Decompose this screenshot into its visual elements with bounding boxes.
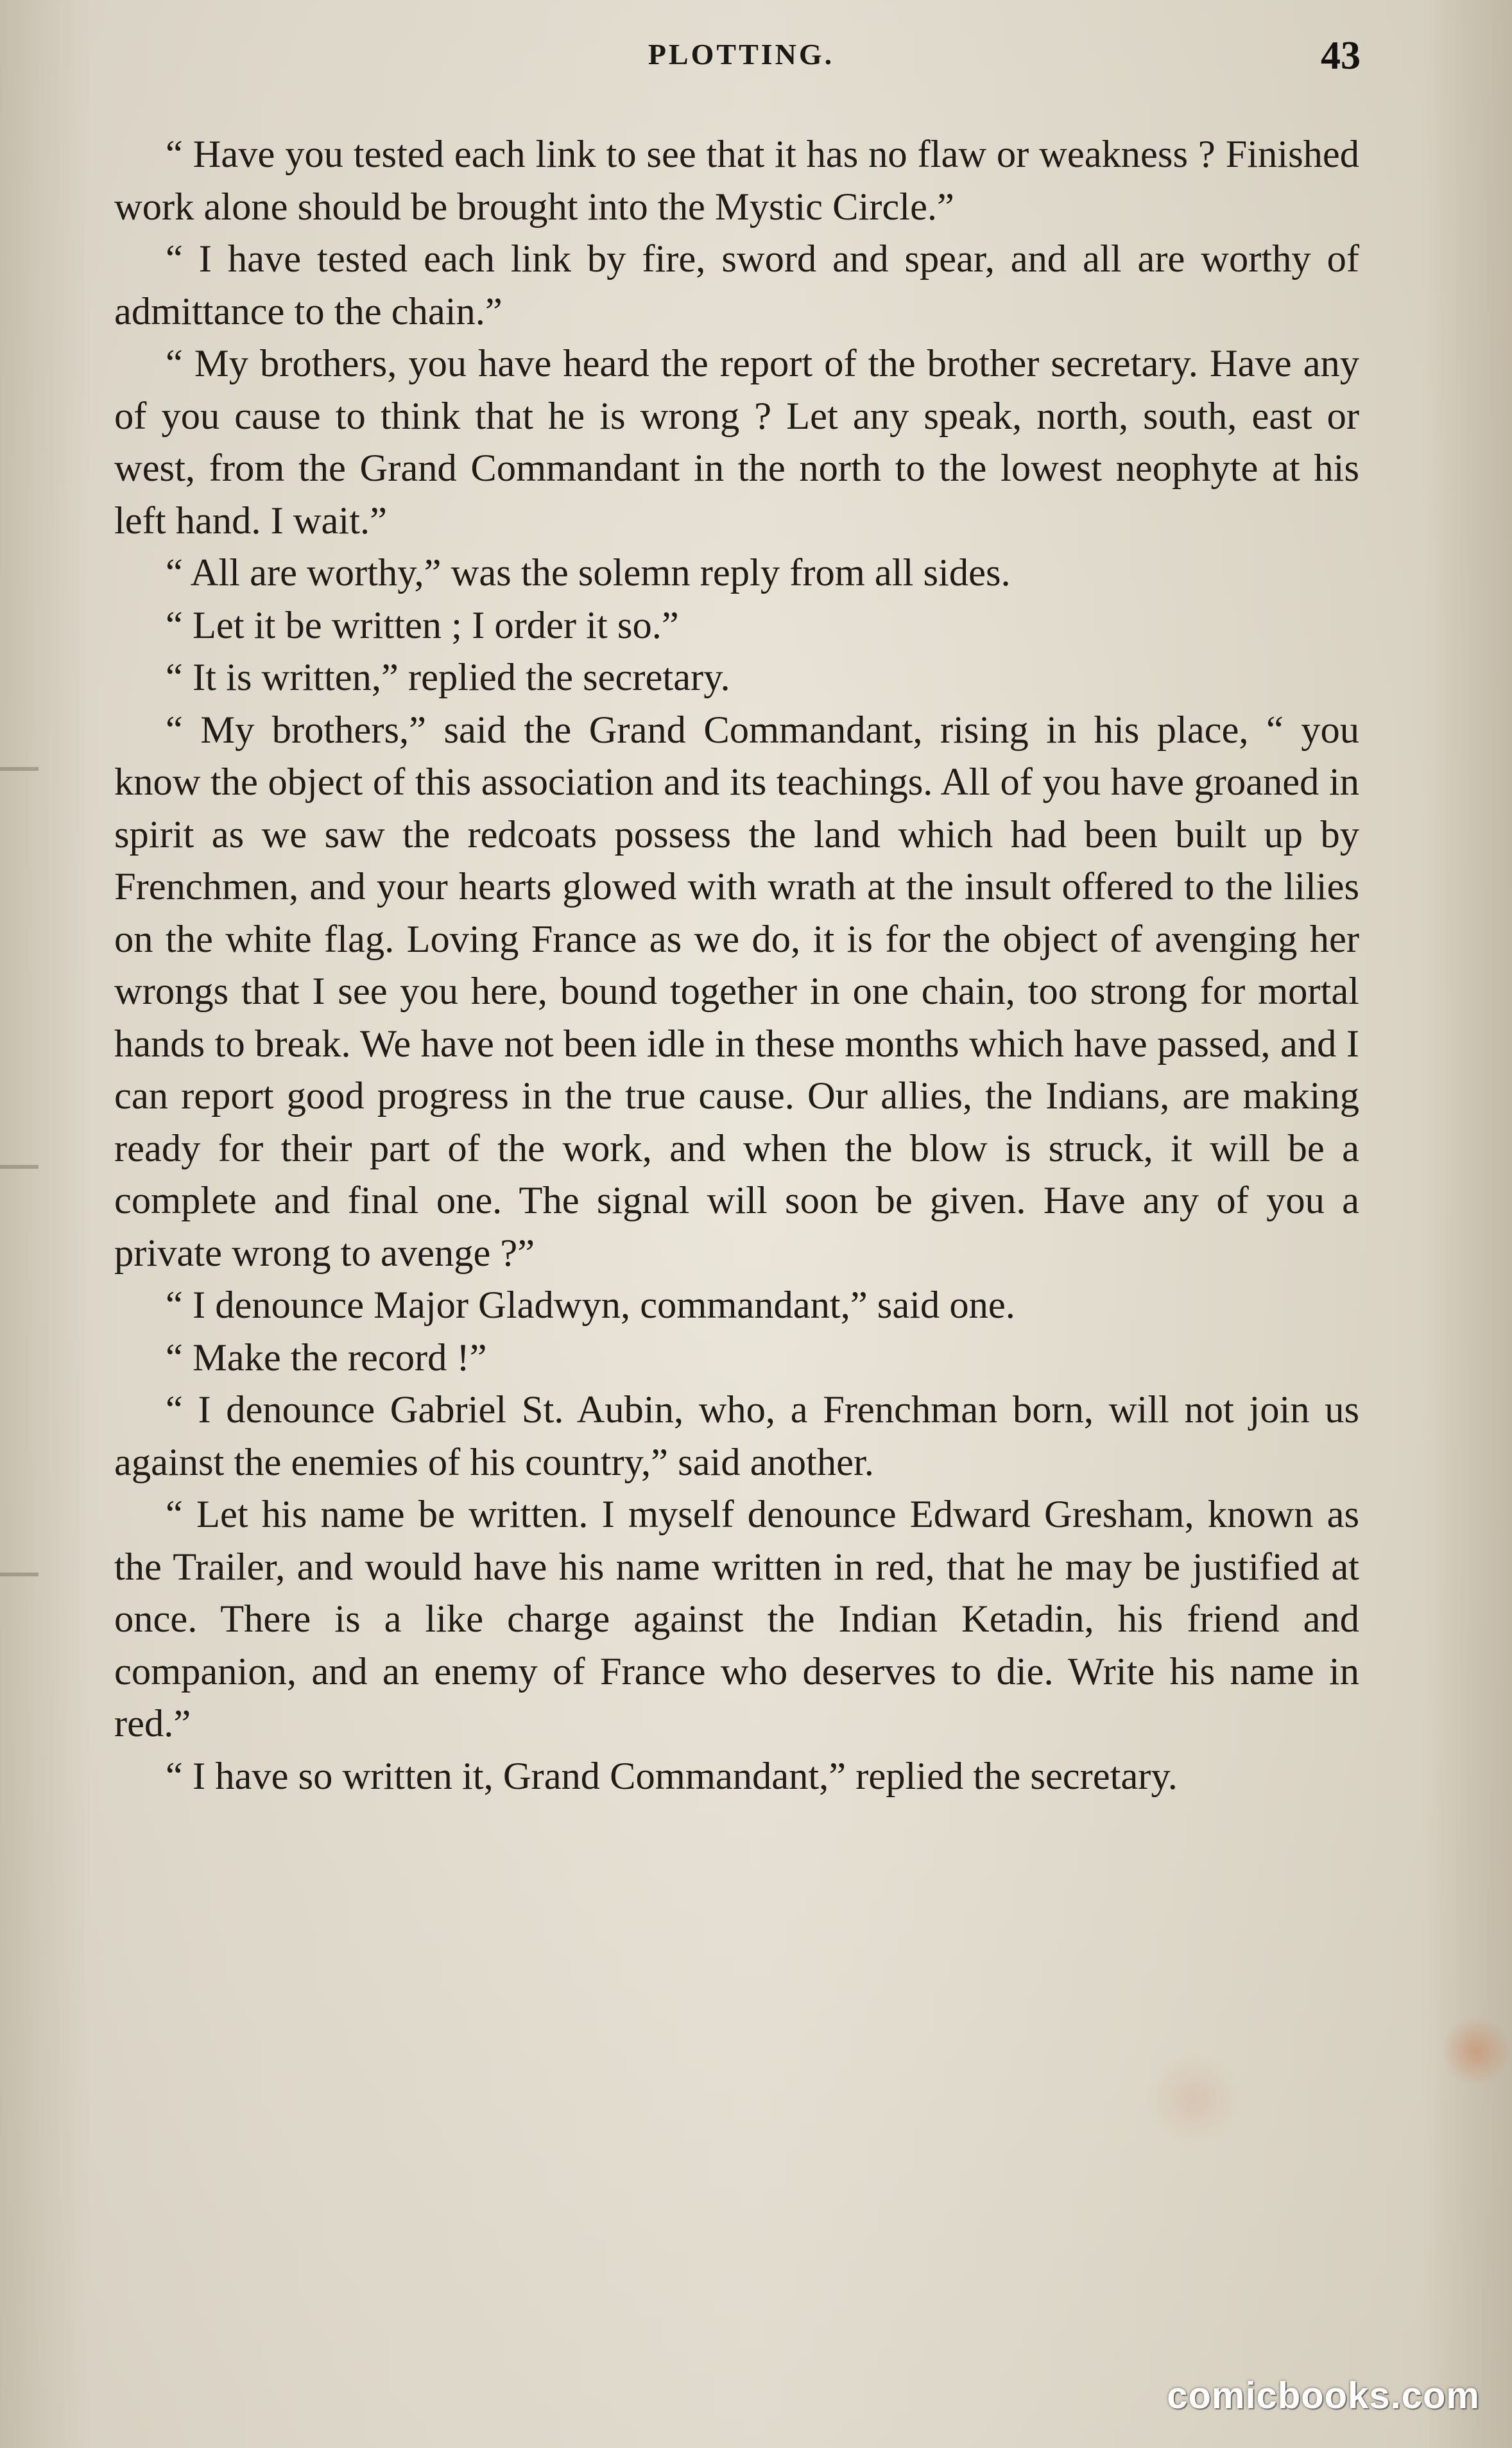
paragraph: “ My brothers, you have heard the report of the brother secretary. Have any of you cause to think that he is wrong ? Let any speak, north, south, east or west, from the Grand Commandant in the north to the lowest neophyte at his left hand. I wait.” <box>114 342 1359 542</box>
page-number: 43 <box>1321 34 1361 78</box>
paragraph: “ I have tested each link by fire, sword and spear, and all are worthy of admittance to the chain.” <box>114 237 1359 333</box>
running-title: PLOTTING. <box>648 38 835 71</box>
paragraph: “ All are worthy,” was the solemn reply from all sides. <box>166 551 1011 594</box>
paragraph: “ I denounce Gabriel St. Aubin, who, a Frenchman born, will not join us against the enemies of his country,” said another. <box>114 1388 1359 1484</box>
page-edge-mark <box>0 1573 39 1576</box>
paper-stain <box>1441 2015 1511 2086</box>
page-header <box>122 34 1361 82</box>
body-text <box>114 128 1359 1802</box>
paragraph: “ I have so written it, Grand Commandant,” replied the secretary. <box>166 1754 1178 1798</box>
paragraph: “ Let his name be written. I myself denounce Edward Gresham, known as the Trailer, and would have his name written in red, that he may be justified at once. There is a like charge against the Indian Ketadin, his friend and companion, and an enemy of France who deserves to die. Write his name in red.” <box>114 1493 1359 1745</box>
paragraph: “ My brothers,” said the Grand Commandant, rising in his place, “ you know the object of this association and its teachings. All of you have groaned in spirit as we saw the redcoats possess the land which had been built up by Frenchmen, and your hearts glowed with wrath at the insult offered to the lilies on the white flag. Loving France as we do, it is for the object of avenging her wrongs that I see you here, bound together in one chain, too strong for mortal hands to break. We have not been idle in these months which have passed, and I can report good progress in the true cause. Our allies, the Indians, are making ready for their part of the work, and when the blow is struck, it will be a complete and final one. The signal will soon be given. Have any of you a private wrong to avenge ?” <box>114 708 1359 1275</box>
paragraph: “ It is written,” replied the secretary. <box>166 656 730 699</box>
paragraph: “ Make the record !” <box>166 1336 487 1379</box>
watermark: comicbooks.com <box>1167 2375 1480 2417</box>
page-edge-mark <box>0 767 39 771</box>
paragraph: “ I denounce Major Gladwyn, commandant,” said one. <box>166 1284 1015 1327</box>
paragraph: “ Let it be written ; I order it so.” <box>166 603 679 647</box>
paper-stain <box>1142 2054 1245 2144</box>
paragraph: “ Have you tested each link to see that it has no flaw or weakness ? Finished work alone should be brought into the Mystic Circle.” <box>114 133 1359 228</box>
page-edge-mark <box>0 1165 39 1169</box>
